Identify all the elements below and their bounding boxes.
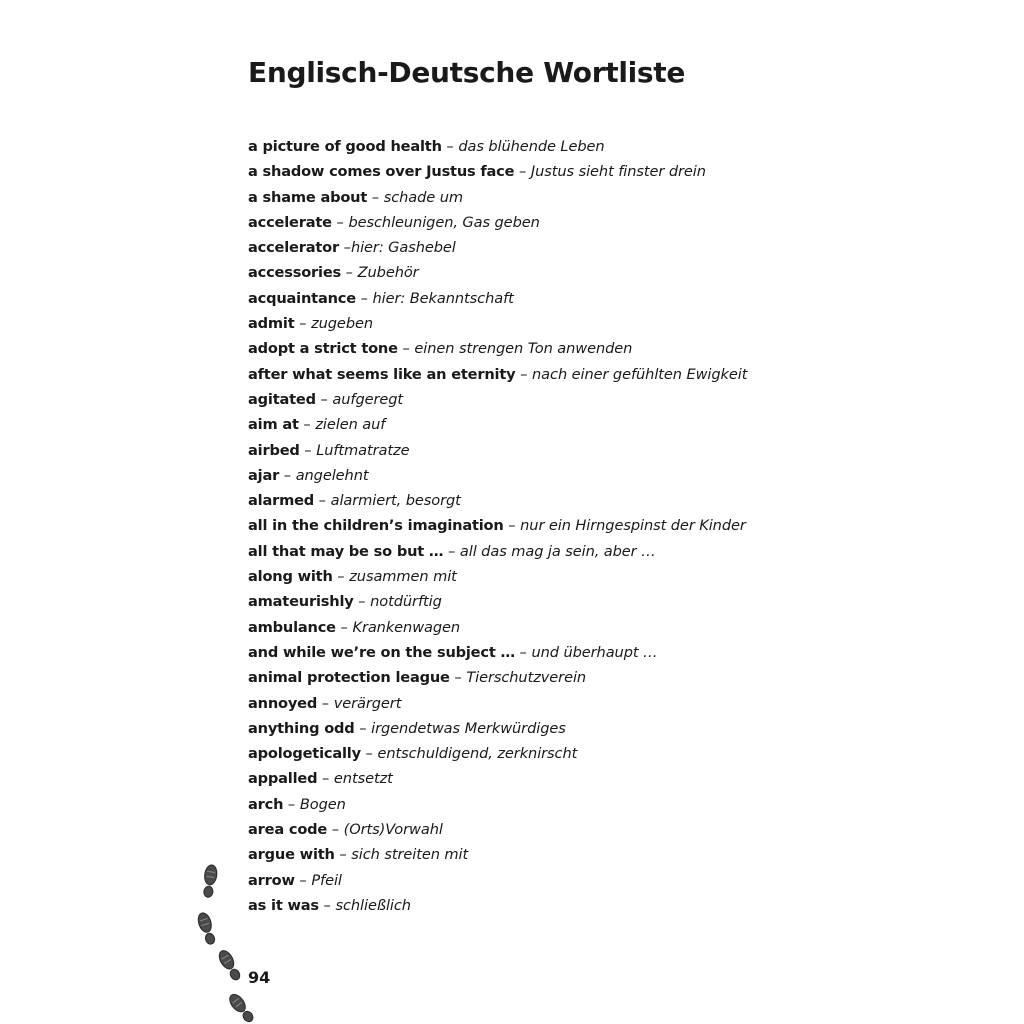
entry-term: accelerate bbox=[248, 213, 332, 231]
entry-term: and while we’re on the subject … bbox=[248, 643, 515, 661]
entry-translation: entschuldigend, zerknirscht bbox=[377, 745, 578, 763]
word-entry bbox=[248, 412, 747, 437]
word-entry bbox=[248, 362, 747, 387]
word-entry bbox=[248, 513, 747, 538]
entry-separator: – bbox=[339, 239, 351, 257]
entry-translation: entsetzt bbox=[333, 770, 393, 788]
entry-translation: Justus sieht finster drein bbox=[530, 163, 706, 181]
entry-translation: Zubehör bbox=[357, 264, 419, 282]
entry-translation: nur ein Hirngespinst der Kinder bbox=[520, 517, 746, 535]
entry-translation: sich streiten mit bbox=[351, 846, 469, 864]
entry-translation: (Orts)Vorwahl bbox=[343, 821, 443, 839]
entry-translation: beschleunigen, Gas geben bbox=[348, 213, 540, 231]
page-title: Englisch-Deutsche Wortliste bbox=[248, 56, 686, 89]
entry-separator: – bbox=[314, 492, 331, 510]
entry-separator: – bbox=[332, 568, 350, 586]
entry-translation: hier: Bekanntschaft bbox=[372, 289, 514, 307]
entry-translation: schließlich bbox=[335, 896, 411, 914]
entry-term: animal protection league bbox=[248, 669, 450, 687]
entry-term: annoyed bbox=[248, 694, 318, 712]
entry-separator: – bbox=[341, 264, 358, 282]
word-entry bbox=[248, 438, 747, 463]
entry-term: amateurishly bbox=[248, 593, 354, 611]
entry-term: a shadow comes over Justus face bbox=[248, 163, 515, 181]
entry-separator: – bbox=[367, 188, 384, 206]
entry-term: agitated bbox=[248, 390, 316, 408]
entry-term: all in the children’s imagination bbox=[248, 517, 504, 535]
entry-separator: – bbox=[449, 669, 467, 687]
word-entry bbox=[248, 134, 747, 159]
entry-separator: – bbox=[317, 694, 334, 712]
entry-translation: einen strengen Ton anwenden bbox=[414, 340, 633, 358]
footprints-icon bbox=[190, 862, 260, 1024]
word-entry bbox=[248, 665, 747, 690]
word-entry bbox=[248, 741, 747, 766]
word-entry bbox=[248, 235, 747, 260]
entry-term: adopt a strict tone bbox=[248, 340, 398, 358]
word-entry bbox=[248, 564, 747, 589]
entry-separator: – bbox=[294, 871, 312, 889]
entry-separator: – bbox=[283, 795, 300, 813]
entry-translation: hier: Gashebel bbox=[350, 239, 456, 257]
entry-separator: – bbox=[514, 163, 531, 181]
entry-separator: – bbox=[335, 618, 353, 636]
entry-term: accelerator bbox=[248, 239, 339, 257]
word-entry bbox=[248, 539, 747, 564]
entry-term: aim at bbox=[248, 416, 299, 434]
entry-term: ambulance bbox=[248, 618, 336, 636]
entry-separator: – bbox=[355, 289, 373, 307]
entry-translation: angelehnt bbox=[295, 466, 369, 484]
entry-translation: Krankenwagen bbox=[352, 618, 461, 636]
entry-separator: – bbox=[294, 315, 312, 333]
entry-separator: – bbox=[318, 896, 336, 914]
word-entry bbox=[248, 615, 747, 640]
entry-separator: – bbox=[397, 340, 415, 358]
page-number: 94 bbox=[248, 968, 271, 987]
entry-translation: Luftmatratze bbox=[316, 441, 410, 459]
entry-separator: – bbox=[298, 416, 316, 434]
entry-separator: – bbox=[503, 517, 521, 535]
entry-translation: und überhaupt … bbox=[531, 643, 658, 661]
entry-separator: – bbox=[299, 441, 317, 459]
entry-term: apologetically bbox=[248, 745, 361, 763]
entry-translation: das blühende Leben bbox=[458, 138, 605, 155]
word-entry bbox=[248, 159, 747, 184]
entry-translation: irgendetwas Merkwürdiges bbox=[371, 719, 566, 737]
entry-translation: Pfeil bbox=[311, 871, 342, 889]
entry-translation: all das mag ja sein, aber … bbox=[459, 542, 656, 560]
entry-term: arrow bbox=[248, 871, 295, 889]
entry-translation: notdürftig bbox=[370, 593, 442, 611]
word-entry bbox=[248, 691, 747, 716]
word-entry bbox=[248, 488, 747, 513]
entry-separator: – bbox=[443, 542, 460, 560]
entry-term: arch bbox=[248, 795, 284, 813]
word-entry bbox=[248, 868, 747, 893]
entry-term: appalled bbox=[248, 770, 318, 788]
entry-separator: – bbox=[441, 138, 459, 155]
entry-translation: Tierschutzverein bbox=[466, 669, 587, 687]
entry-translation: alarmiert, besorgt bbox=[330, 492, 461, 510]
entry-term: a shame about bbox=[248, 188, 368, 206]
entry-separator: – bbox=[353, 593, 371, 611]
word-entry bbox=[248, 336, 747, 361]
word-entry bbox=[248, 716, 747, 741]
entry-term: argue with bbox=[248, 846, 335, 864]
entry-term: alarmed bbox=[248, 492, 315, 510]
entry-translation: zielen auf bbox=[315, 416, 386, 434]
entry-translation: verärgert bbox=[333, 694, 402, 712]
word-entry bbox=[248, 589, 747, 614]
entry-term: ajar bbox=[248, 466, 280, 484]
entry-translation: aufgeregt bbox=[332, 390, 404, 408]
entry-separator: – bbox=[514, 643, 532, 661]
entry-term: all that may be so but … bbox=[248, 542, 444, 560]
word-entry bbox=[248, 817, 747, 842]
word-entry bbox=[248, 842, 747, 867]
entry-separator: – bbox=[327, 821, 344, 839]
entry-term: admit bbox=[248, 315, 295, 333]
entry-translation: Bogen bbox=[299, 795, 346, 813]
entry-term: anything odd bbox=[248, 719, 355, 737]
word-entry bbox=[248, 792, 747, 817]
entry-translation: schade um bbox=[383, 188, 463, 206]
entry-translation: zugeben bbox=[311, 315, 374, 333]
word-list bbox=[248, 134, 747, 918]
word-entry bbox=[248, 893, 747, 918]
entry-separator: – bbox=[515, 365, 533, 383]
word-entry bbox=[248, 387, 747, 412]
entry-separator: – bbox=[360, 745, 378, 763]
entry-term: acquaintance bbox=[248, 289, 356, 307]
entry-term: accessories bbox=[248, 264, 342, 282]
entry-term: a picture of good health bbox=[248, 138, 442, 155]
entry-separator: – bbox=[317, 770, 334, 788]
word-entry bbox=[248, 640, 747, 665]
word-entry bbox=[248, 185, 747, 210]
word-entry bbox=[248, 463, 747, 488]
word-entry bbox=[248, 286, 747, 311]
entry-separator: – bbox=[315, 390, 333, 408]
word-entry bbox=[248, 311, 747, 336]
entry-term: after what seems like an eternity bbox=[248, 365, 516, 383]
entry-separator: – bbox=[354, 719, 372, 737]
entry-term: along with bbox=[248, 568, 333, 586]
word-entry bbox=[248, 766, 747, 791]
entry-separator: – bbox=[331, 213, 349, 231]
entry-term: airbed bbox=[248, 441, 300, 459]
entry-term: area code bbox=[248, 821, 328, 839]
entry-term: as it was bbox=[248, 896, 319, 914]
word-entry bbox=[248, 260, 747, 285]
entry-translation: nach einer gefühlten Ewigkeit bbox=[532, 365, 748, 383]
entry-separator: – bbox=[279, 466, 296, 484]
entry-separator: – bbox=[334, 846, 352, 864]
entry-translation: zusammen mit bbox=[349, 568, 457, 586]
word-entry bbox=[248, 210, 747, 235]
